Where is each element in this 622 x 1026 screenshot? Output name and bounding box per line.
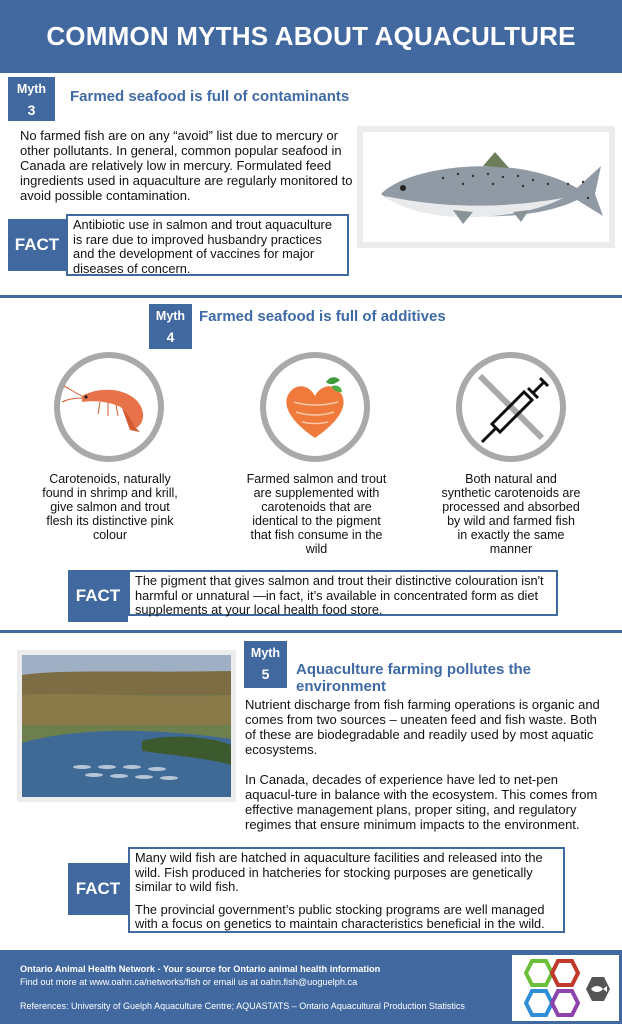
myth-3-fact-box <box>66 214 349 276</box>
salmon-heart-icon <box>266 358 364 456</box>
myth-5-fact-box <box>128 847 565 933</box>
myth-5-body-2: In Canada, decades of experience have led to net-pen aquacul-ture in balance with the ecosystem. This comes from effective management plans, proper siting, and regulatory regimes that ensure minimum impacts to the environment. <box>245 772 598 832</box>
myth-3-fact-text: Antibiotic use in salmon and trout aquaculture is rare due to improved husbandry practices and the development of vaccines for major diseases of concern. <box>73 217 332 276</box>
myth-badge-word: Myth <box>155 309 186 323</box>
salmon-heart-caption: Farmed salmon and trout are supplemented with carotenoids that are identical to the pigment that fish consume in the wild <box>246 472 387 556</box>
oahn-logo <box>512 955 619 1021</box>
oahn-logo-icon <box>512 955 619 1021</box>
no-syringe-caption: Both natural and synthetic carotenoids are processed and absorbed by wild and farmed fish in exactly the same manner <box>441 472 581 556</box>
myth-badge-number: 4 <box>166 329 175 345</box>
myth-5-fact-badge: FACT <box>68 863 128 915</box>
shrimp-caption: Carotenoids, naturally found in shrimp and krill, give salmon and trout flesh its distinctive pink colour <box>42 472 178 542</box>
myth-3-title: Farmed seafood is full of contaminants <box>70 88 350 105</box>
myth-3-fact-badge: FACT <box>8 219 66 271</box>
myth-5-fact-text-1: Many wild fish are hatched in aquaculture facilities and released into the wild. Fish produced in hatcheries for stocking purposes are genetically similar to wild fish. <box>135 850 543 894</box>
shrimp-circle <box>54 352 164 462</box>
shrimp-icon <box>60 358 158 456</box>
myth-badge-word: Myth <box>250 646 281 660</box>
myth-5-badge <box>244 641 287 688</box>
header-banner <box>0 0 622 73</box>
no-syringe-icon <box>462 358 560 456</box>
fish-farm-photo-icon <box>22 655 231 797</box>
section-divider <box>0 630 622 633</box>
myth-4-title: Farmed seafood is full of additives <box>199 308 446 325</box>
myth-badge-number: 5 <box>261 666 270 682</box>
salmon-image-frame <box>357 126 615 248</box>
myth-3-body: No farmed fish are on any “avoid” list due to mercury or other pollutants. In general, common popular seafood in Canada are relatively low in mercury. Formulated feed ingredients used in aquaculture are regularly monitored to avoid possible contamination. <box>20 128 353 203</box>
myth-4-fact-text: The pigment that gives salmon and trout their distinctive colouration isn't harmful or unnatural —in fact, it’s available in concentrated form as diet supplements at your local health food store. <box>135 573 544 617</box>
myth-5-title: Aquaculture farming pollutes the environment <box>296 661 532 695</box>
page-title: COMMON MYTHS ABOUT AQUACULTURE <box>46 21 576 51</box>
salmon-heart-circle <box>260 352 370 462</box>
myth-4-badge <box>149 304 192 349</box>
myth-badge-number: 3 <box>27 102 36 118</box>
myth-4-fact-badge: FACT <box>68 570 128 622</box>
footer-references-line: References: University of Guelph Aquaculture Centre; AQUASTATS – Ontario Aquacultural Production Statistics <box>20 1001 465 1011</box>
no-syringe-circle <box>456 352 566 462</box>
footer-network-line: Ontario Animal Health Network - Your source for Ontario animal health information <box>20 964 381 974</box>
fish-farm-photo-frame <box>17 650 236 802</box>
footer-contact-line: Find out more at www.oahn.ca/networks/fish or email us at oahn.fish@uoguelph.ca <box>20 977 358 987</box>
myth-badge-word: Myth <box>16 82 47 96</box>
myth-5-fact-text-2: The provincial government’s public stocking programs are well managed with a focus on genetics to maintain characteristics beneficial in the wild. <box>135 901 545 931</box>
salmon-illustration-icon <box>363 132 609 242</box>
section-divider <box>0 295 622 298</box>
myth-3-badge <box>8 77 55 121</box>
myth-4-fact-box <box>128 570 558 616</box>
myth-5-body-1: Nutrient discharge from fish farming operations is organic and comes from two sources – uneaten feed and fish waste. Both of these are biodegradable and readily used by most aquatic ecosystems. <box>245 697 600 757</box>
